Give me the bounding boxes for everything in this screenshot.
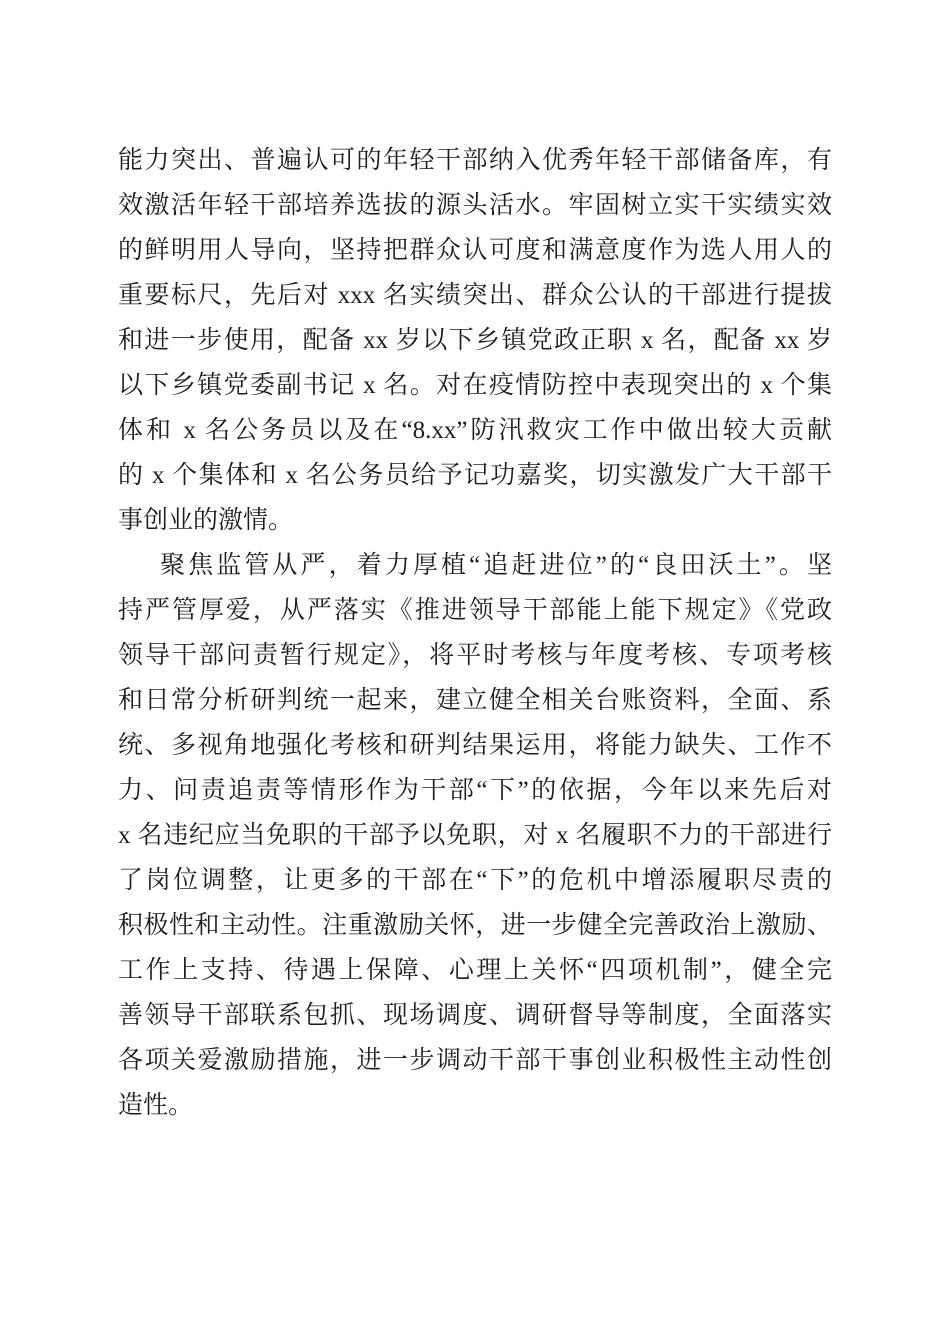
text-line: 重要标尺，先后对 xxx 名实绩突出、群众公认的干部进行提拔	[118, 282, 832, 309]
paragraph	[118, 543, 832, 1128]
text-line: 了岗位调整，让更多的干部在“下”的危机中增添履职尽责的	[118, 867, 832, 894]
text-line: 积极性和主动性。注重激励关怀，进一步健全完善政治上激励、	[118, 912, 832, 939]
text-line: 工作上支持、待遇上保障、心理上关怀“四项机制”，健全完	[118, 957, 832, 984]
text-line: 力、问责追责等情形作为干部“下”的依据，今年以来先后对	[118, 777, 832, 804]
document-body	[118, 138, 832, 1128]
text-line: 能力突出、普遍认可的年轻干部纳入优秀年轻干部储备库，有	[118, 147, 832, 174]
paragraph	[118, 138, 832, 543]
text-line: 聚焦监管从严，着力厚植“追赶进位”的“良田沃土”。坚	[160, 552, 832, 579]
text-line: x 名违纪应当免职的干部予以免职，对 x 名履职不力的干部进行	[118, 822, 832, 849]
text-line: 的 x 个集体和 x 名公务员给予记功嘉奖，切实激发广大干部干	[118, 462, 832, 489]
text-line: 各项关爱激励措施，进一步调动干部干事创业积极性主动性创	[118, 1047, 832, 1074]
text-line: 体和 x 名公务员以及在“8.xx”防汛救灾工作中做出较大贡献	[118, 417, 832, 444]
text-line: 善领导干部联系包抓、现场调度、调研督导等制度，全面落实	[118, 1002, 832, 1029]
text-line: 效激活年轻干部培养选拔的源头活水。牢固树立实干实绩实效	[118, 192, 832, 219]
text-line: 持严管厚爱，从严落实《推进领导干部能上能下规定》《党政	[118, 597, 832, 624]
text-line: 造性。	[118, 1092, 194, 1119]
text-line: 和日常分析研判统一起来，建立健全相关台账资料，全面、系	[118, 687, 832, 714]
text-line: 统、多视角地强化考核和研判结果运用，将能力缺失、工作不	[118, 732, 832, 759]
text-line: 和进一步使用，配备 xx 岁以下乡镇党政正职 x 名，配备 xx 岁	[118, 327, 832, 354]
text-line: 以下乡镇党委副书记 x 名。对在疫情防控中表现突出的 x 个集	[118, 372, 832, 399]
text-line: 领导干部问责暂行规定》，将平时考核与年度考核、专项考核	[118, 642, 832, 669]
text-line: 事创业的激情。	[118, 507, 294, 534]
text-line: 的鲜明用人导向，坚持把群众认可度和满意度作为选人用人的	[118, 237, 832, 264]
